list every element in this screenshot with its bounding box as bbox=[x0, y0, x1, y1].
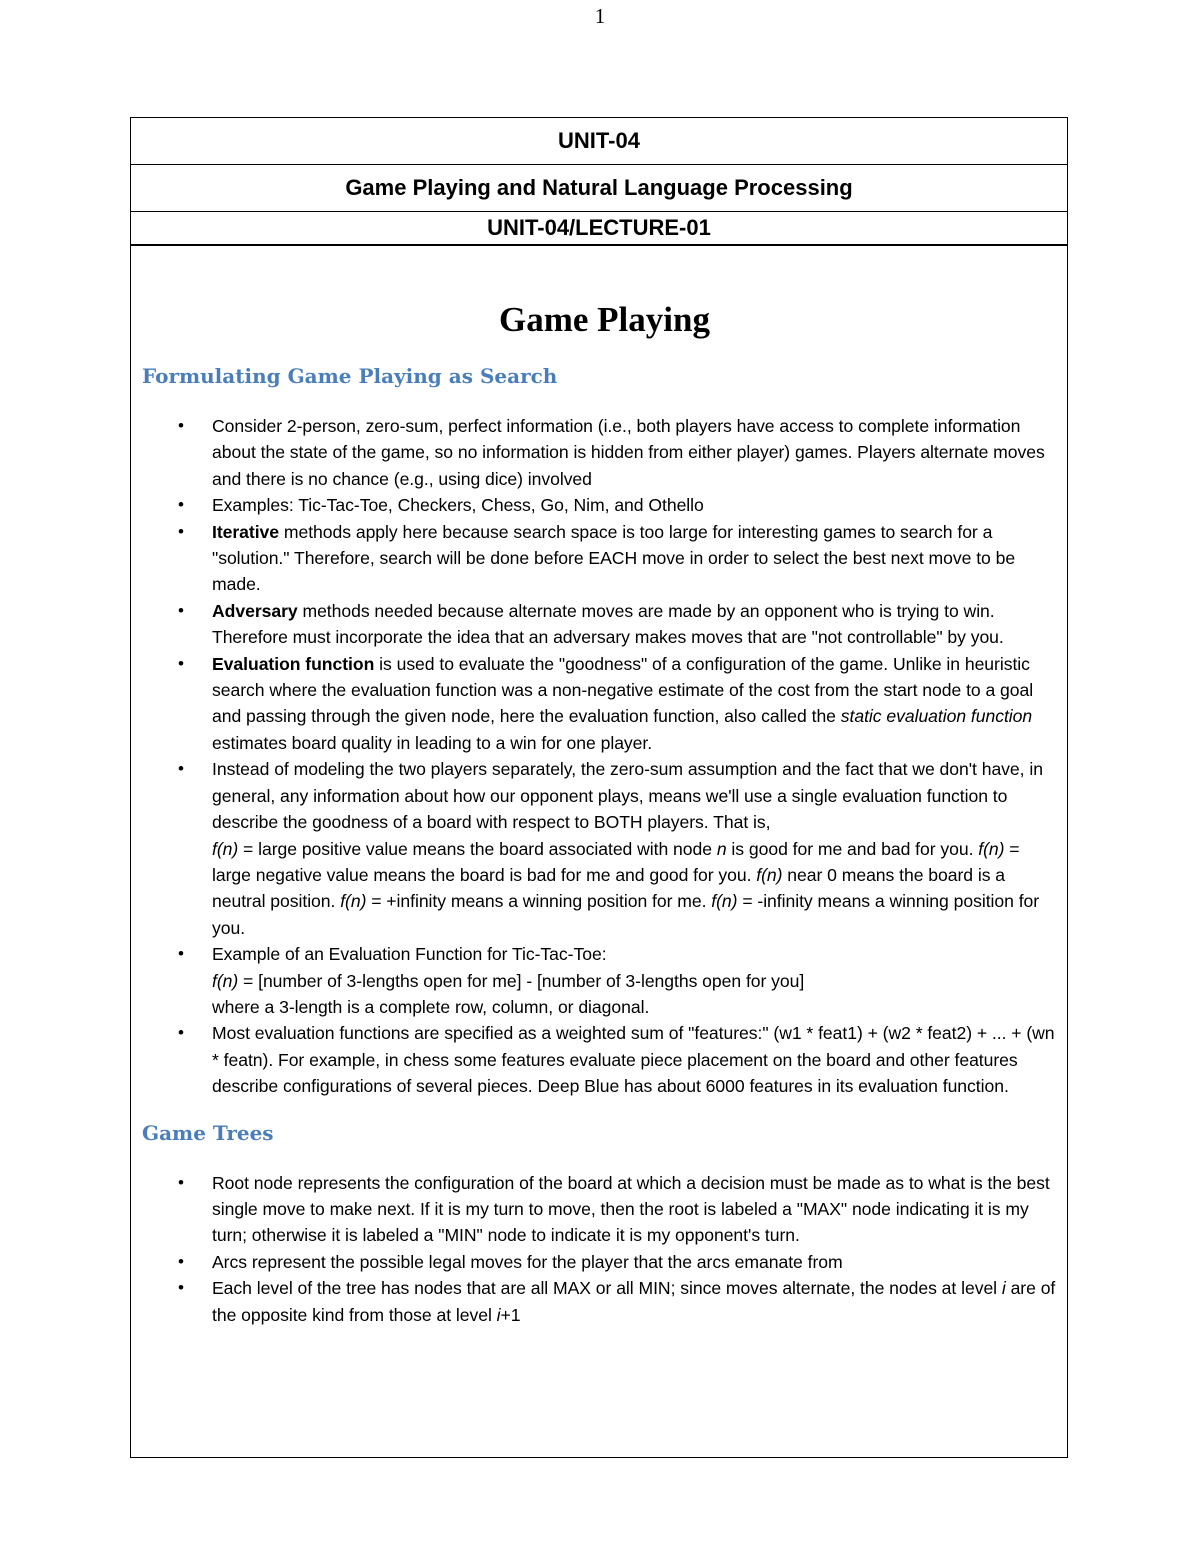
lecture-frame bbox=[130, 117, 1068, 1458]
lecture-header: UNIT-04/LECTURE-01 bbox=[131, 212, 1067, 246]
list-item: • Adversary methods needed because alternate moves are made by an opponent who is trying to win. Therefore must incorporate the idea that an adversary makes moves that are "not controllable" by you. bbox=[142, 598, 1067, 651]
list-item: • Arcs represent the possible legal moves for the player that the arcs emanate from bbox=[142, 1249, 1067, 1275]
bullet-icon: • bbox=[178, 1172, 184, 1192]
term-static-evaluation: static evaluation function bbox=[840, 706, 1033, 727]
section-heading-formulating: Formulating Game Playing as Search bbox=[142, 364, 558, 388]
course-title: Game Playing and Natural Language Processing bbox=[131, 165, 1067, 212]
bullet-icon: • bbox=[178, 1023, 184, 1043]
list-item: • Iterative methods apply here because search space is too large for interesting games to search for a "solution." Therefore, search will be done before EACH move in order to select the best next move to be made. bbox=[142, 519, 1067, 598]
section-heading-game-trees: Game Trees bbox=[142, 1120, 274, 1145]
term-evaluation-function: Evaluation function bbox=[212, 653, 375, 674]
bullet-icon: • bbox=[178, 495, 184, 515]
list-item: • Example of an Evaluation Function for Tic-Tac-Toe: f(n) = [number of 3-lengths open for me] - [number of 3-lengths open for you] where a 3-length is a complete row, column, or diagonal. bbox=[142, 941, 1067, 1020]
bullet-icon: • bbox=[178, 759, 184, 779]
unit-header: UNIT-04 bbox=[131, 118, 1067, 165]
page-title: Game Playing bbox=[499, 300, 710, 339]
bullet-icon: • bbox=[178, 521, 184, 541]
list-item: • Most evaluation functions are specified as a weighted sum of "features:" (w1 * feat1) + (w2 * feat2) + ... + (wn * featn). For example, in chess some features evaluate piece placement on the board and other features describe configurations of several pieces. Deep Blue has about 6000 features in its evaluation function. bbox=[142, 1020, 1067, 1099]
list-item: • Examples: Tic-Tac-Toe, Checkers, Chess, Go, Nim, and Othello bbox=[142, 492, 1067, 518]
lecture-content bbox=[131, 298, 1067, 1328]
term-adversary: Adversary bbox=[212, 600, 298, 621]
bullet-icon: • bbox=[178, 1251, 184, 1271]
list-item: • Each level of the tree has nodes that are all MAX or all MIN; since moves alternate, the nodes at level i are of the opposite kind from those at level i+1 bbox=[142, 1275, 1067, 1328]
list-item: • Consider 2-person, zero-sum, perfect information (i.e., both players have access to complete information about the state of the game, so no information is hidden from either player) games. Players alternate moves and there is no chance (e.g., using dice) involved bbox=[142, 413, 1067, 492]
bullet-list-formulating bbox=[142, 413, 1067, 1100]
bullet-list-game-trees bbox=[142, 1170, 1067, 1328]
bullet-icon: • bbox=[178, 1278, 184, 1298]
page-number: 1 bbox=[594, 4, 606, 28]
bullet-icon: • bbox=[178, 600, 184, 620]
bullet-icon: • bbox=[178, 944, 184, 964]
list-item: • Instead of modeling the two players separately, the zero-sum assumption and the fact that we don't have, in general, any information about how our opponent plays, means we'll use a single evaluation function to describe the goodness of a board with respect to BOTH players. That is, f(n) = large positive value means the board associated with node n is good for me and bad for you. f(n) = large negative value means the board is bad for me and good for you. f(n) near 0 means the board is a neutral position. f(n) = +infinity means a winning position for me. f(n) = -infinity means a winning position for you. bbox=[142, 756, 1067, 941]
bullet-icon: • bbox=[178, 653, 184, 673]
term-iterative: Iterative bbox=[212, 521, 280, 542]
list-item: • Root node represents the configuration of the board at which a decision must be made as to what is the best single move to make next. If it is my turn to move, then the root is labeled a "MAX" node indicating it is my turn; otherwise it is labeled a "MIN" node to indicate it is my opponent's turn. bbox=[142, 1170, 1067, 1249]
bullet-icon: • bbox=[178, 416, 184, 435]
list-item: • Evaluation function is used to evaluate the "goodness" of a configuration of the game. Unlike in heuristic search where the evaluation function was a non-negative estimate of the cost from the start node to a goal and passing through the given node, here the evaluation function, also called the static evaluation function estimates board quality in leading to a win for one player. bbox=[142, 651, 1067, 757]
